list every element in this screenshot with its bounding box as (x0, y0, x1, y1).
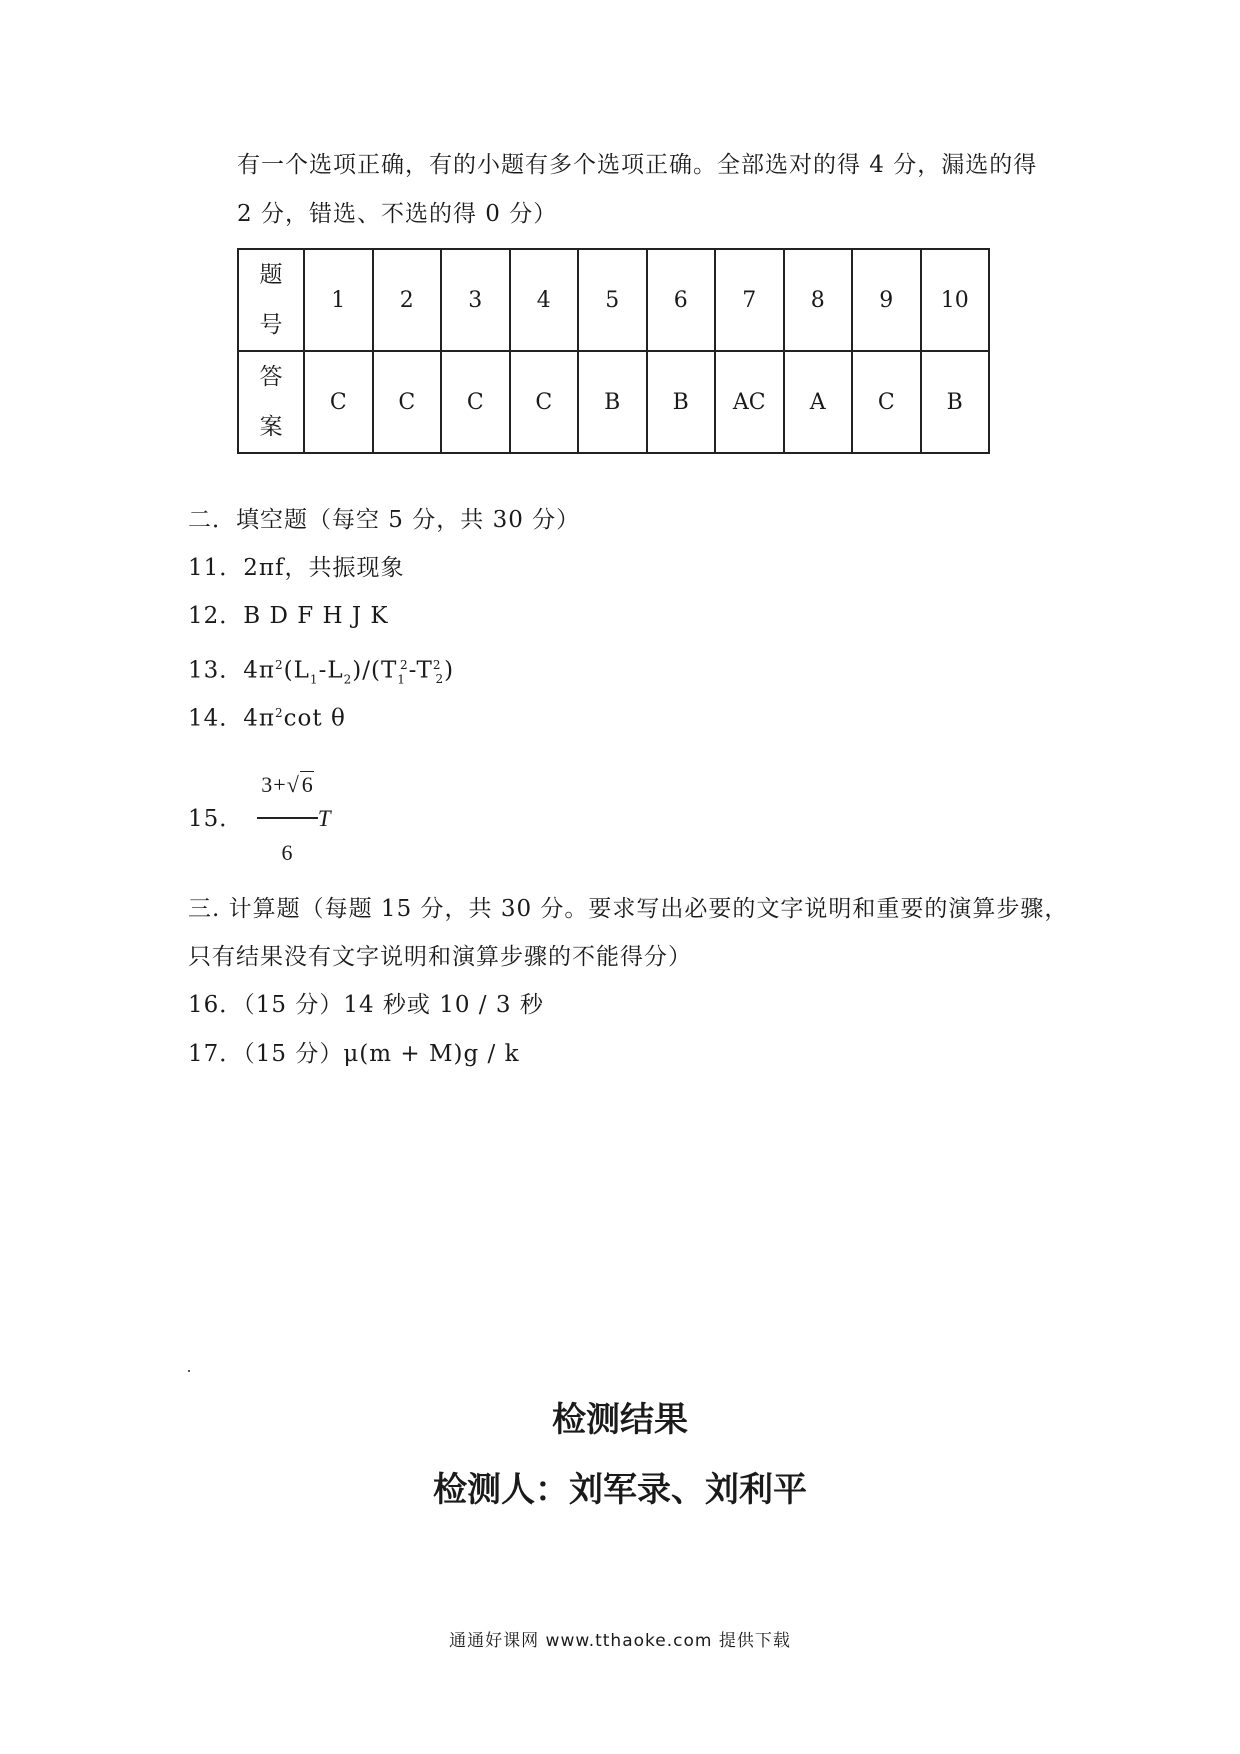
answer-cell: B (647, 351, 716, 453)
answer-cell: C (510, 351, 579, 453)
answer-17: 17．（15 分）μ(m + M)g / k (188, 1041, 520, 1067)
section-3-title-line-1: 三. 计算题（每题 15 分，共 30 分。要求写出必要的文字说明和重要的演算步骤， (188, 896, 1069, 922)
answer-cell: B (578, 351, 647, 453)
table-row-numbers (238, 249, 989, 351)
intro-line-1: 有一个选项正确，有的小题有多个选项正确。全部选对的得 4 分，漏选的得 (237, 152, 1038, 178)
question-number-cell: 10 (921, 249, 990, 351)
question-number-cell: 3 (441, 249, 510, 351)
section-2-title: 二．填空题（每空 5 分，共 30 分） (188, 507, 581, 533)
answer-14: 14．$4\pi^2\cot$ θ (188, 705, 346, 732)
question-number-cell: 8 (784, 249, 853, 351)
question-number-cell: 5 (578, 249, 647, 351)
answer-13: 13．$4\pi^2(L_1-L_2)/(T_1^2-T^2_2)$ (188, 657, 455, 687)
answer-cell: C (852, 351, 921, 453)
answer-cell: AC (715, 351, 784, 453)
fraction: $\frac{3+√6}{6}$ (257, 755, 318, 883)
footer-source: 通通好课网 www.tthaoke.com 提供下载 (449, 1631, 791, 1651)
question-number-cell: 1 (304, 249, 373, 351)
row-header-answer: 答 案 (238, 351, 304, 453)
answer-15: 15． $\frac{3+√6}{6}$ T (188, 755, 332, 883)
intro-line-2: 2 分，错选、不选的得 0 分） (237, 201, 558, 227)
result-title: 检测结果 (552, 1400, 688, 1440)
question-number-cell: 4 (510, 249, 579, 351)
section-3-title-line-2: 只有结果没有文字说明和演算步骤的不能得分） (188, 944, 692, 970)
answer-16: 16．（15 分）14 秒或 10 / 3 秒 (188, 992, 544, 1018)
answer-cell: A (784, 351, 853, 453)
answer-12: 12．B D F H J K (188, 603, 389, 629)
answer-cell: C (441, 351, 510, 453)
question-number-cell: 7 (715, 249, 784, 351)
answer-cell: C (304, 351, 373, 453)
answer-cell: B (921, 351, 990, 453)
inspectors-line: 检测人：刘军录、刘利平 (433, 1470, 807, 1510)
answer-cell: C (373, 351, 442, 453)
row-header-number: 题 号 (238, 249, 304, 351)
answer-11: 11．2πf，共振现象 (188, 555, 405, 581)
stray-mark (188, 1370, 190, 1372)
question-number-cell: 9 (852, 249, 921, 351)
question-number-cell: 6 (647, 249, 716, 351)
answer-table (237, 248, 990, 454)
question-number-cell: 2 (373, 249, 442, 351)
table-row-answers (238, 351, 989, 453)
